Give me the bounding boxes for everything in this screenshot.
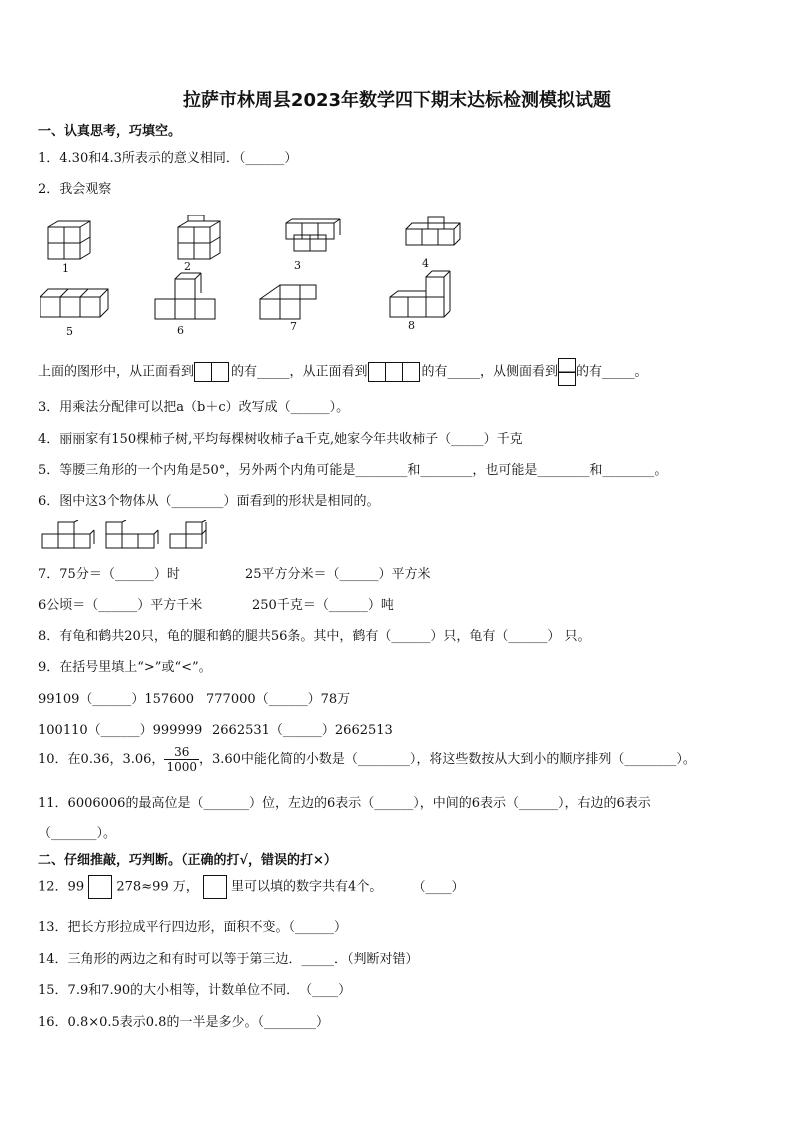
fig-label-5: 5 [66, 325, 73, 338]
object-3 [170, 520, 206, 548]
cube-figure-2 [178, 215, 220, 259]
question-9b: 777000（______）78万 [206, 692, 351, 707]
fig-label-8: 8 [408, 319, 415, 332]
cube-figure-3 [286, 219, 340, 251]
fig-label-3: 3 [294, 259, 301, 272]
question-9c: 100110（______）999999 [38, 723, 203, 738]
question-7c: 6公顷＝（______）平方千米 [38, 598, 203, 613]
blank-digit-box-ref [203, 875, 227, 899]
view-shape-2-cells [194, 362, 212, 382]
question-9: 9．在括号里填上“>”或“<”。 [38, 660, 212, 675]
view-shape-side [558, 358, 576, 386]
question-16: 16．0.8×0.5表示0.8的一半是多少。（________） [38, 1015, 329, 1030]
question-9d: 2662531（______）2662513 [212, 723, 393, 738]
cube-figures [40, 215, 470, 340]
section-2-heading: 二、仔细推敲，巧判断。（正确的打√，错误的打×） [38, 853, 337, 868]
question-2: 2．我会观察 [38, 182, 112, 197]
question-10: 10．在0.36，3.06， $\frac{36}{1000}$ ，3.60中能化简的小数是（________），将这些数按从大到小的顺序排列（________）。 [38, 745, 696, 774]
question-11-line1: 11．6006006的最高位是（_______）位，左边的6表示（______），中间的6表示（______），右边的6表示 [38, 796, 651, 811]
question-7d: 250千克＝（______）吨 [252, 598, 394, 613]
question-14: 14．三角形的两边之和有时可以等于第三边．_____．（判断对错） [38, 952, 419, 967]
section-1-heading: 一、认真思考，巧填空。 [38, 124, 182, 139]
question-15: 15．7.9和7.90的大小相等，计数单位不同． （____） [38, 983, 352, 998]
cube-figure-8 [390, 271, 450, 317]
cube-figure-7 [260, 285, 316, 319]
question-7b: 25平方分米＝（______）平方米 [245, 567, 431, 582]
fig-label-2: 2 [184, 260, 191, 273]
question-9a: 99109（______）157600 [38, 692, 194, 707]
question-7a: 7．75分＝（______）时 [38, 567, 180, 582]
cube-figure-4 [406, 217, 460, 245]
fig-label-7: 7 [290, 320, 297, 333]
question-12: 12．99 278≈99 万， 里可以填的数字共有4个。 （____） [38, 875, 464, 899]
fig-label-1: 1 [62, 262, 69, 275]
object-2 [106, 520, 158, 548]
question-11-line2: （_______）。 [38, 826, 117, 841]
question-1: 1．4.30和4.3所表示的意义相同．（______） [38, 151, 298, 166]
page-title: 拉萨市林周县2023年数学四下期末达标检测模拟试题 [182, 90, 612, 111]
blank-digit-box [88, 875, 112, 899]
three-objects-figure [40, 520, 220, 554]
question-13: 13．把长方形拉成平行四边形，面积不变。（______） [38, 920, 348, 935]
cube-figure-1 [48, 221, 90, 259]
fig-label-6: 6 [177, 324, 184, 337]
question-8: 8．有龟和鹤共20只，龟的腿和鹤的腿共56条。其中，鹤有（______）只，龟有（______） 只。 [38, 629, 591, 644]
question-3: 3．用乘法分配律可以把a（b＋c）改写成（______）。 [38, 400, 350, 415]
question-5: 5．等腰三角形的一个内角是50°，另外两个内角可能是________和________，也可能是________和________。 [38, 463, 668, 478]
fraction-36-1000: $\frac{36}{1000}$ [166, 745, 197, 774]
object-1 [42, 520, 94, 548]
view-shape-3-cells [368, 362, 386, 382]
cube-figure-5 [40, 289, 108, 317]
fig-label-4: 4 [422, 257, 429, 270]
question-6: 6．图中这3个物体从（________）面看到的形状是相同的。 [38, 494, 380, 509]
question-2-text: 上面的图形中，从正面看到 的有_____，从正面看到 的有_____，从侧面看到 的有_____。 [38, 358, 648, 386]
question-4: 4．丽丽家有150棵柿子树,平均每棵树收柿子a千克,她家今年共收柿子（_____）千克 [38, 432, 523, 447]
cube-figure-6 [155, 273, 215, 319]
